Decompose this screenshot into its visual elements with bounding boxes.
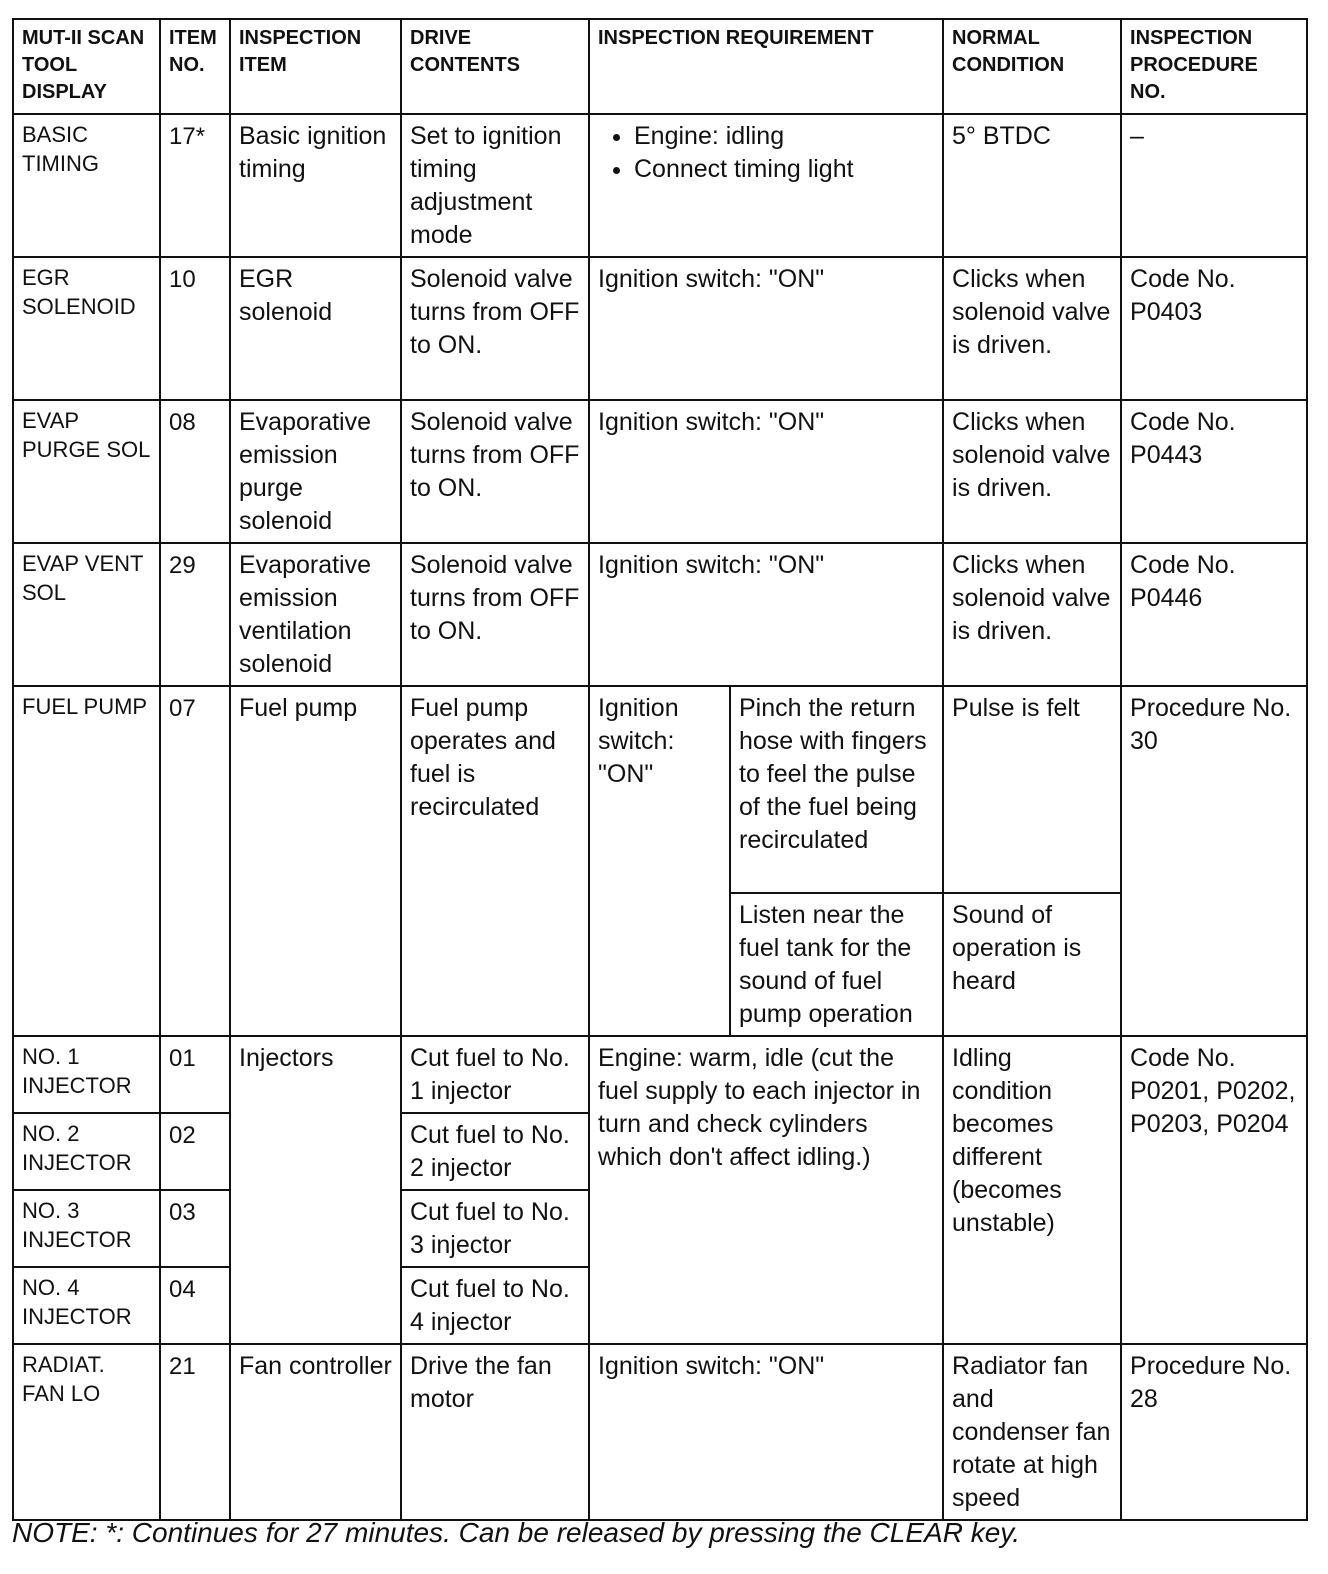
normal-cell: 5° BTDC: [943, 114, 1121, 257]
drive-cell: Set to ignition timing adjustment mode: [401, 114, 589, 257]
table-row: [13, 400, 1307, 543]
drive-cell: Cut fuel to No. 4 injector: [401, 1267, 589, 1344]
procedure-cell: Code No. P0201, P0202, P0203, P0204: [1121, 1036, 1307, 1344]
item-no-cell: 10: [160, 257, 230, 400]
display-cell: NO. 4 INJECTOR: [13, 1267, 160, 1344]
footnote: NOTE: *: Continues for 27 minutes. Can be released by pressing the CLEAR key.: [12, 1517, 1020, 1548]
procedure-cell: Code No. P0446: [1121, 543, 1307, 686]
item-no-cell: 03: [160, 1190, 230, 1267]
requirement-cell: [589, 114, 943, 257]
display-cell: EVAP PURGE SOL: [13, 400, 160, 543]
procedure-cell: Procedure No. 30: [1121, 686, 1307, 1036]
procedure-cell: –: [1121, 114, 1307, 257]
procedure-cell: Code No. P0403: [1121, 257, 1307, 400]
item-cell: Fuel pump: [230, 686, 401, 1036]
display-cell: NO. 2 INJECTOR: [13, 1113, 160, 1190]
procedure-cell: Procedure No. 28: [1121, 1344, 1307, 1520]
drive-cell: Cut fuel to No. 3 injector: [401, 1190, 589, 1267]
requirement-cell: Ignition switch: "ON": [589, 257, 943, 400]
requirement-cell: Ignition switch: "ON": [589, 400, 943, 543]
header-drive-contents: DRIVE CONTENTS: [401, 19, 589, 114]
display-cell: EVAP VENT SOL: [13, 543, 160, 686]
normal-cell: Clicks when solenoid valve is driven.: [943, 543, 1121, 686]
procedure-cell: Code No. P0443: [1121, 400, 1307, 543]
table-row: [13, 257, 1307, 400]
item-cell: EGR solenoid: [230, 257, 401, 400]
display-cell: BASIC TIMING: [13, 114, 160, 257]
drive-cell: Solenoid valve turns from OFF to ON.: [401, 257, 589, 400]
drive-cell: Cut fuel to No. 2 injector: [401, 1113, 589, 1190]
drive-cell: Solenoid valve turns from OFF to ON.: [401, 400, 589, 543]
requirement-condition-cell: Ignition switch: "ON": [589, 686, 730, 1036]
table-row: [13, 543, 1307, 686]
item-cell: Evaporative emission ventilation solenoid: [230, 543, 401, 686]
requirement-method-cell: Listen near the fuel tank for the sound of fuel pump operation: [730, 893, 943, 1036]
requirement-method-cell: Pinch the return hose with fingers to feel the pulse of the fuel being recirculated: [730, 686, 943, 893]
normal-cell: Pulse is felt: [943, 686, 1121, 893]
requirement-cell: Ignition switch: "ON": [589, 543, 943, 686]
normal-cell: Idling condition becomes different (becomes unstable): [943, 1036, 1121, 1344]
item-cell: Fan controller: [230, 1344, 401, 1520]
drive-cell: Cut fuel to No. 1 injector: [401, 1036, 589, 1113]
display-cell: NO. 3 INJECTOR: [13, 1190, 160, 1267]
item-no-cell: 04: [160, 1267, 230, 1344]
normal-cell: Radiator fan and condenser fan rotate at high speed: [943, 1344, 1121, 1520]
drive-cell: Drive the fan motor: [401, 1344, 589, 1520]
normal-cell: Clicks when solenoid valve is driven.: [943, 400, 1121, 543]
header-row: [13, 19, 1307, 114]
table-row: [13, 686, 1307, 893]
item-no-cell: 02: [160, 1113, 230, 1190]
header-item-no: ITEM NO.: [160, 19, 230, 114]
requirement-bullet: • Engine: idling: [634, 120, 934, 153]
display-cell: FUEL PUMP: [13, 686, 160, 1036]
header-procedure-no: INSPECTION PROCEDURE NO.: [1121, 19, 1307, 114]
table-row: [13, 114, 1307, 257]
item-cell: Injectors: [230, 1036, 401, 1344]
requirement-bullet: • Connect timing light: [634, 153, 934, 186]
requirement-list: [598, 120, 934, 186]
item-cell: Evaporative emission purge solenoid: [230, 400, 401, 543]
item-no-cell: 21: [160, 1344, 230, 1520]
item-no-cell: 07: [160, 686, 230, 1036]
display-cell: RADIAT. FAN LO: [13, 1344, 160, 1520]
header-normal-condition: NORMAL CONDITION: [943, 19, 1121, 114]
header-display: MUT-II SCAN TOOL DISPLAY: [13, 19, 160, 114]
normal-cell: Clicks when solenoid valve is driven.: [943, 257, 1121, 400]
item-no-cell: 17*: [160, 114, 230, 257]
table-row: [13, 1344, 1307, 1520]
requirement-cell: Engine: warm, idle (cut the fuel supply to each injector in turn and check cylinders which don't affect idling.): [589, 1036, 943, 1344]
normal-cell: Sound of operation is heard: [943, 893, 1121, 1036]
item-cell: Basic ignition timing: [230, 114, 401, 257]
drive-cell: Fuel pump operates and fuel is recirculated: [401, 686, 589, 1036]
inspection-table: [12, 18, 1308, 1521]
table-row: [13, 1036, 1307, 1113]
item-no-cell: 29: [160, 543, 230, 686]
display-cell: NO. 1 INJECTOR: [13, 1036, 160, 1113]
item-no-cell: 08: [160, 400, 230, 543]
item-no-cell: 01: [160, 1036, 230, 1113]
display-cell: EGR SOLENOID: [13, 257, 160, 400]
header-inspection-item: INSPECTION ITEM: [230, 19, 401, 114]
requirement-cell: Ignition switch: "ON": [589, 1344, 943, 1520]
header-inspection-requirement: INSPECTION REQUIREMENT: [589, 19, 943, 114]
drive-cell: Solenoid valve turns from OFF to ON.: [401, 543, 589, 686]
